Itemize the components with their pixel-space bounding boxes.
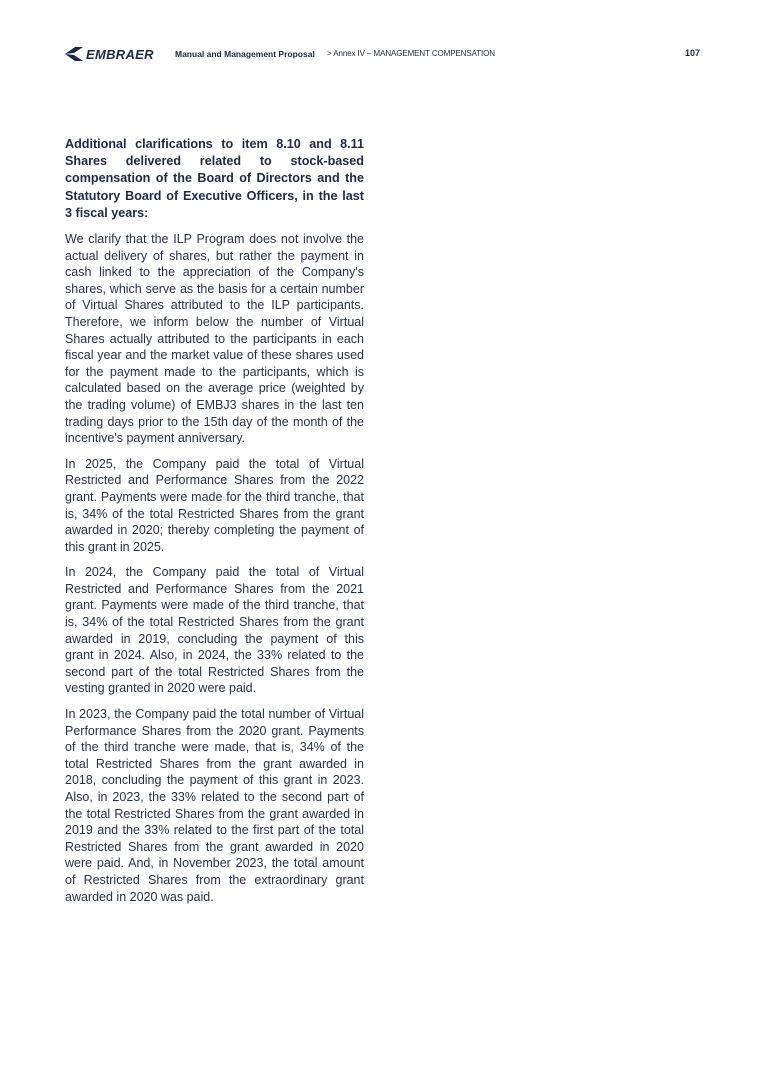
document-title: Manual and Management Proposal bbox=[175, 49, 315, 59]
paragraph-ilp-clarification: We clarify that the ILP Program does not involve the actual delivery of shares, but rather the payment in cash linked to the appreciation of the Company's shares, which serve as the basis for a certain number of Virtual Shares attributed to the ILP participants. Therefore, we inform below the number of Virtual Shares actually attributed to the participants in each fiscal year and the market value of these shares used for the payment made to the participants, which is calculated based on the average price (weighted by the trading volume) of EMBJ3 shares in the last ten trading days prior to the 15th day of the month of the incentive's payment anniversary. bbox=[65, 232, 364, 446]
page-number: 107 bbox=[684, 48, 700, 58]
paragraph-2024: In 2024, the Company paid the total of Virtual Restricted and Performance Shares from the 2021 grant. Payments were made of the third tranche, that is, 34% of the total Restricted Shares from the grant awarded in 2019, concluding the payment of this grant in 2024. Also, in 2024, the 33% related to the second part of the total Restricted Shares from the vesting granted in 2020 were paid. bbox=[65, 565, 364, 696]
embraer-logo bbox=[64, 45, 154, 63]
paragraph-2025: In 2025, the Company paid the total of Virtual Restricted and Performance Shares from the 2022 grant. Payments were made for the third tranche, that is, 34% of the total Restricted Shares from the grant awarded in 2020; thereby completing the payment of this grant in 2025. bbox=[65, 456, 364, 554]
embraer-wing-icon bbox=[64, 46, 84, 62]
page-header bbox=[64, 44, 704, 66]
main-content bbox=[65, 136, 364, 914]
logo-wordmark: EMBRAER bbox=[86, 46, 154, 62]
paragraph-2023: In 2023, the Company paid the total number of Virtual Performance Shares from the 2020 grant. Payments of the third tranche were made, that is, 34% of the total Restricted Shares from the grant awarded in 2018, concluding the payment of this grant in 2023. Also, in 2023, the 33% related to the second part of the total Restricted Shares from the grant awarded in 2019 and the 33% related to the first part of the total Restricted Shares from the grant awarded in 2020 were paid. And, in November 2023, the total amount of Restricted Shares from the extraordinary grant awarded in 2020 was paid. bbox=[65, 707, 364, 904]
breadcrumb: > Annex IV – MANAGEMENT COMPENSATION bbox=[327, 49, 495, 58]
section-heading: Additional clarifications to item 8.10 and 8.11 Shares delivered related to stock-based compensation of the Board of Directors and the Statutory Board of Executive Officers, in the last 3 fiscal years: bbox=[65, 137, 364, 220]
